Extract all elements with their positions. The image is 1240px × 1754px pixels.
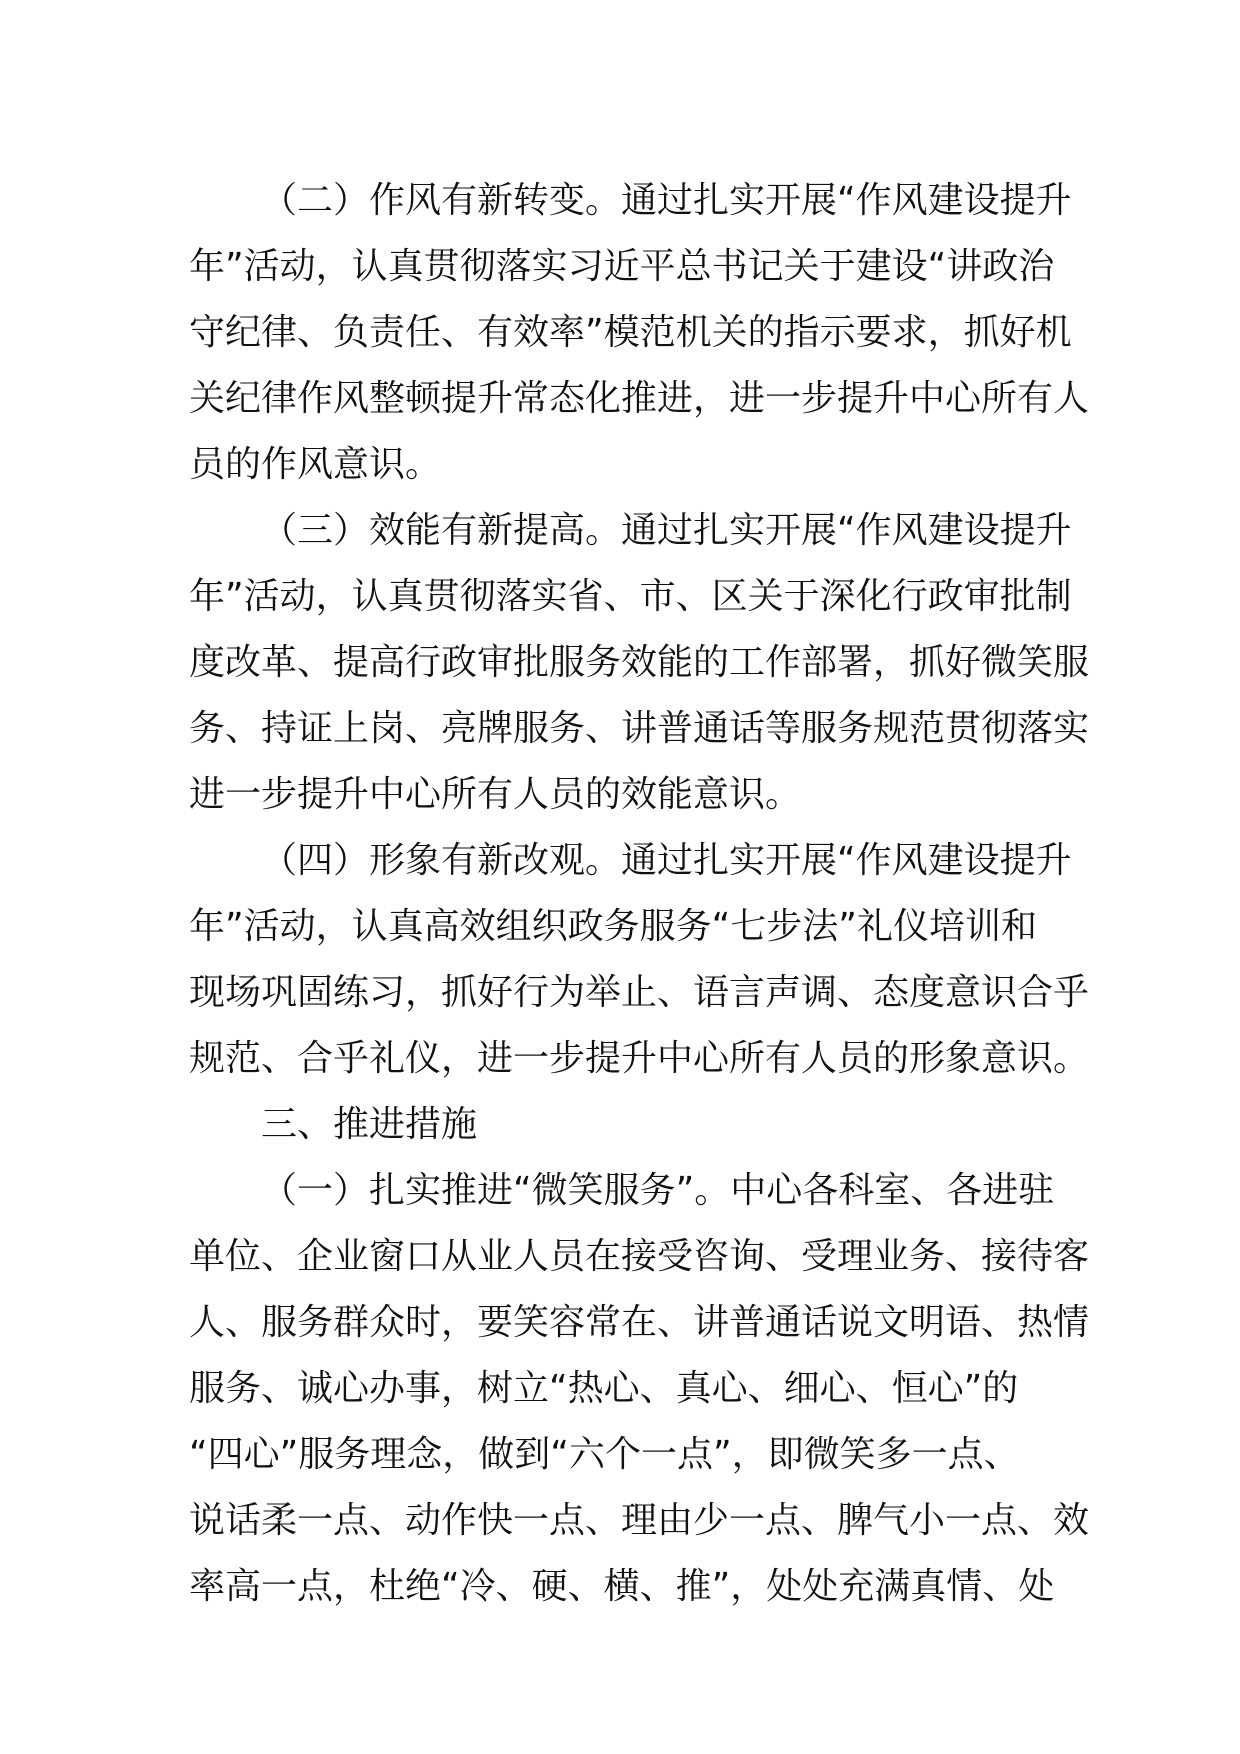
text-line: 年”活动，认真贯彻落实省、市、区关于深化行政审批制 — [189, 576, 1072, 617]
text-line: 服务、诚心办事，树立“热心、真心、细心、恒心”的 — [189, 1368, 1019, 1409]
section-heading: 三、推进措施 — [261, 1104, 478, 1145]
text-line: 单位、企业窗口从业人员在接受咨询、受理业务、接待客 — [189, 1236, 1090, 1277]
text-line: 员的作风意识。 — [189, 444, 442, 485]
text-line: 守纪律、负责任、有效率”模范机关的指示要求，抓好机 — [189, 312, 1072, 353]
text-line: （四）形象有新改观。通过扎实开展“作风建设提升 — [261, 840, 1072, 881]
text-line: （一）扎实推进“微笑服务”。中心各科室、各进驻 — [261, 1170, 1055, 1211]
text-line: 度改革、提高行政审批服务效能的工作部署，抓好微笑服 — [189, 642, 1090, 683]
text-line: 说话柔一点、动作快一点、理由少一点、脾气小一点、效 — [189, 1500, 1090, 1541]
text-line: 务、持证上岗、亮牌服务、讲普通话等服务规范贯彻落实 — [189, 708, 1090, 749]
text-line: 进一步提升中心所有人员的效能意识。 — [189, 774, 802, 815]
body-text — [189, 168, 1090, 1620]
text-line: “四心”服务理念，做到“六个一点”，即微笑多一点、 — [189, 1434, 1020, 1475]
text-line: 人、服务群众时，要笑容常在、讲普通话说文明语、热情 — [189, 1302, 1090, 1343]
text-line: 现场巩固练习，抓好行为举止、语言声调、态度意识合乎 — [189, 972, 1090, 1013]
text-line: （三）效能有新提高。通过扎实开展“作风建设提升 — [261, 510, 1072, 551]
text-line: 规范、合乎礼仪，进一步提升中心所有人员的形象意识。 — [189, 1038, 1090, 1079]
text-line: 关纪律作风整顿提升常态化推进，进一步提升中心所有人 — [189, 378, 1090, 419]
text-line: 年”活动，认真高效组织政务服务“七步法”礼仪培训和 — [189, 906, 1037, 947]
text-line: 率高一点，杜绝“冷、硬、横、推”，处处充满真情、处 — [189, 1566, 1055, 1607]
text-line: （二）作风有新转变。通过扎实开展“作风建设提升 — [261, 180, 1072, 221]
text-line: 年”活动，认真贯彻落实习近平总书记关于建设“讲政治 — [189, 246, 1055, 287]
